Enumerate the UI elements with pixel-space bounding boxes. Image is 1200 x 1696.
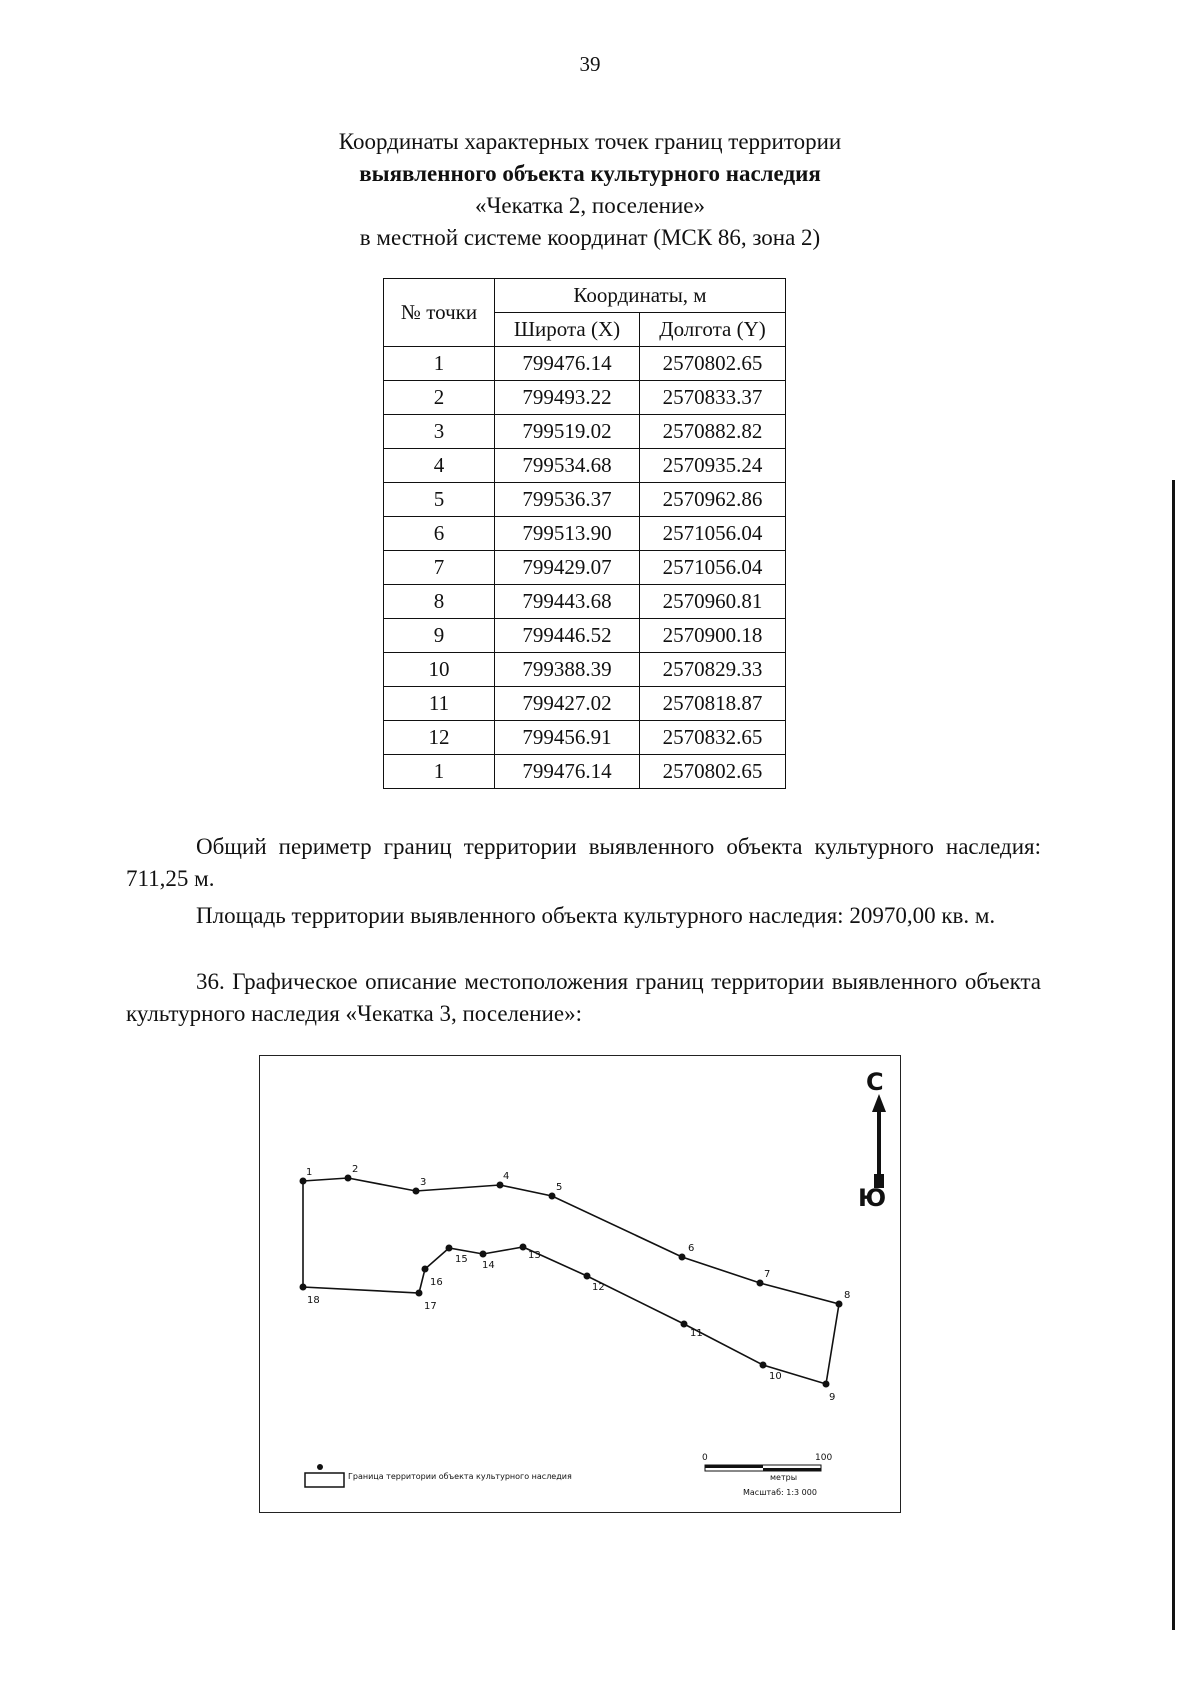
table-row — [384, 449, 786, 483]
boundary-point-label: 5 — [556, 1182, 563, 1193]
scale-unit-label: метры — [770, 1473, 798, 1482]
area-paragraph — [126, 900, 1041, 932]
section-36-text: 36. Графическое описание местоположения границ территории выявленного объекта культурного наследия «Чекатка 3, поселение»: — [126, 969, 1041, 1026]
area-text: Площадь территории выявленного объекта культурного наследия: 20970,00 кв. м. — [196, 903, 996, 928]
longitude-y-cell: 2571056.04 — [640, 551, 786, 585]
header-coordinates: Координаты, м — [495, 279, 786, 313]
table-row — [384, 755, 786, 789]
table-row — [384, 687, 786, 721]
compass-north-label: С — [866, 1068, 884, 1096]
table-body — [384, 347, 786, 789]
latitude-x-cell: 799446.52 — [495, 619, 640, 653]
boundary-point — [416, 1290, 423, 1297]
boundary-point-label: 13 — [528, 1250, 541, 1261]
page-number: 39 — [579, 52, 601, 76]
point-number-cell: 3 — [384, 415, 495, 449]
latitude-x-cell: 799456.91 — [495, 721, 640, 755]
boundary-point-label: 2 — [352, 1164, 359, 1175]
boundary-map — [259, 1055, 901, 1513]
boundary-point-label: 3 — [420, 1177, 427, 1188]
table-row — [384, 619, 786, 653]
longitude-y-cell: 2570802.65 — [640, 755, 786, 789]
boundary-point-label: 18 — [307, 1295, 320, 1306]
table-row — [384, 551, 786, 585]
document-heading — [0, 126, 1180, 254]
legend-boundary-swatch — [305, 1473, 344, 1487]
longitude-y-cell: 2570818.87 — [640, 687, 786, 721]
boundary-point — [681, 1321, 688, 1328]
table-row — [384, 483, 786, 517]
heading-line-3: «Чекатка 2, поселение» — [474, 193, 706, 218]
boundary-point-label: 14 — [482, 1260, 495, 1271]
boundary-point — [345, 1175, 352, 1182]
longitude-y-cell: 2570960.81 — [640, 585, 786, 619]
point-number-cell: 12 — [384, 721, 495, 755]
table-row — [384, 721, 786, 755]
latitude-x-cell: 799388.39 — [495, 653, 640, 687]
boundary-point — [584, 1273, 591, 1280]
map-canvas — [260, 1056, 902, 1514]
latitude-x-cell: 799429.07 — [495, 551, 640, 585]
boundary-point — [520, 1244, 527, 1251]
longitude-y-cell: 2570900.18 — [640, 619, 786, 653]
longitude-y-cell: 2570935.24 — [640, 449, 786, 483]
scale-bar — [702, 1453, 832, 1471]
compass-south-label: Ю — [858, 1184, 887, 1212]
boundary-point-label: 11 — [690, 1328, 703, 1339]
scale-zero-label: 0 — [702, 1453, 708, 1463]
longitude-y-cell: 2570829.33 — [640, 653, 786, 687]
header-latitude-x: Широта (X) — [495, 313, 640, 347]
boundary-point — [757, 1280, 764, 1287]
point-number-cell: 8 — [384, 585, 495, 619]
latitude-x-cell: 799476.14 — [495, 347, 640, 381]
table-row — [384, 517, 786, 551]
boundary-point-label: 17 — [424, 1301, 437, 1312]
table-header-row — [384, 279, 786, 313]
legend — [305, 1464, 344, 1487]
point-number-cell: 1 — [384, 755, 495, 789]
perimeter-paragraph — [126, 831, 1041, 895]
boundary-point — [446, 1245, 453, 1252]
boundary-point — [760, 1362, 767, 1369]
latitude-x-cell: 799476.14 — [495, 755, 640, 789]
boundary-point-label: 8 — [844, 1290, 851, 1301]
table-row — [384, 585, 786, 619]
latitude-x-cell: 799443.68 — [495, 585, 640, 619]
point-number-cell: 2 — [384, 381, 495, 415]
legend-label: Граница территории объекта культурного наследия — [348, 1472, 572, 1481]
boundary-point — [480, 1251, 487, 1258]
latitude-x-cell: 799427.02 — [495, 687, 640, 721]
boundary-point — [836, 1301, 843, 1308]
boundary-point — [300, 1178, 307, 1185]
point-number-cell: 7 — [384, 551, 495, 585]
boundary-point-label: 12 — [592, 1282, 605, 1293]
boundary-point — [422, 1266, 429, 1273]
longitude-y-cell: 2570962.86 — [640, 483, 786, 517]
boundary-point — [549, 1193, 556, 1200]
latitude-x-cell: 799534.68 — [495, 449, 640, 483]
boundary-point — [497, 1182, 504, 1189]
point-number-cell: 6 — [384, 517, 495, 551]
coordinates-table — [383, 278, 786, 789]
boundary-point-label: 7 — [764, 1269, 771, 1280]
table-row — [384, 347, 786, 381]
north-arrow-icon — [872, 1094, 886, 1188]
boundary-point-label: 9 — [829, 1392, 836, 1403]
legend-point-icon — [317, 1464, 323, 1470]
latitude-x-cell: 799513.90 — [495, 517, 640, 551]
boundary-point — [823, 1381, 830, 1388]
latitude-x-cell: 799493.22 — [495, 381, 640, 415]
scale-text: Масштаб: 1:3 000 — [743, 1488, 817, 1497]
point-number-cell: 4 — [384, 449, 495, 483]
heading-line-1: Координаты характерных точек границ территории — [338, 129, 842, 154]
scan-edge-line — [1172, 480, 1175, 1630]
boundary-point-label: 16 — [430, 1277, 443, 1288]
heading-line-2: выявленного объекта культурного наследия — [359, 161, 821, 186]
header-point-number: № точки — [384, 279, 495, 347]
boundary-point — [413, 1188, 420, 1195]
longitude-y-cell: 2570833.37 — [640, 381, 786, 415]
longitude-y-cell: 2571056.04 — [640, 517, 786, 551]
latitude-x-cell: 799519.02 — [495, 415, 640, 449]
point-number-cell: 11 — [384, 687, 495, 721]
table-row — [384, 653, 786, 687]
boundary-point — [679, 1254, 686, 1261]
latitude-x-cell: 799536.37 — [495, 483, 640, 517]
section-36-paragraph — [126, 966, 1041, 1030]
boundary-point-label: 4 — [503, 1171, 510, 1182]
boundary-point-label: 15 — [455, 1254, 468, 1265]
boundary-point-label: 10 — [769, 1371, 782, 1382]
point-number-cell: 5 — [384, 483, 495, 517]
heading-line-4: в местной системе координат (МСК 86, зона 2) — [359, 225, 821, 250]
table-row — [384, 415, 786, 449]
perimeter-text: Общий периметр границ территории выявленного объекта культурного наследия: 711,25 м. — [126, 834, 1041, 891]
longitude-y-cell: 2570832.65 — [640, 721, 786, 755]
point-number-cell: 10 — [384, 653, 495, 687]
table-row — [384, 381, 786, 415]
longitude-y-cell: 2570882.82 — [640, 415, 786, 449]
boundary-point-label: 6 — [688, 1243, 695, 1254]
point-number-cell: 1 — [384, 347, 495, 381]
point-number-cell: 9 — [384, 619, 495, 653]
boundary-point — [300, 1284, 307, 1291]
scale-max-label: 100 — [815, 1453, 833, 1463]
longitude-y-cell: 2570802.65 — [640, 347, 786, 381]
header-longitude-y: Долгота (Y) — [640, 313, 786, 347]
boundary-point-label: 1 — [306, 1167, 313, 1178]
